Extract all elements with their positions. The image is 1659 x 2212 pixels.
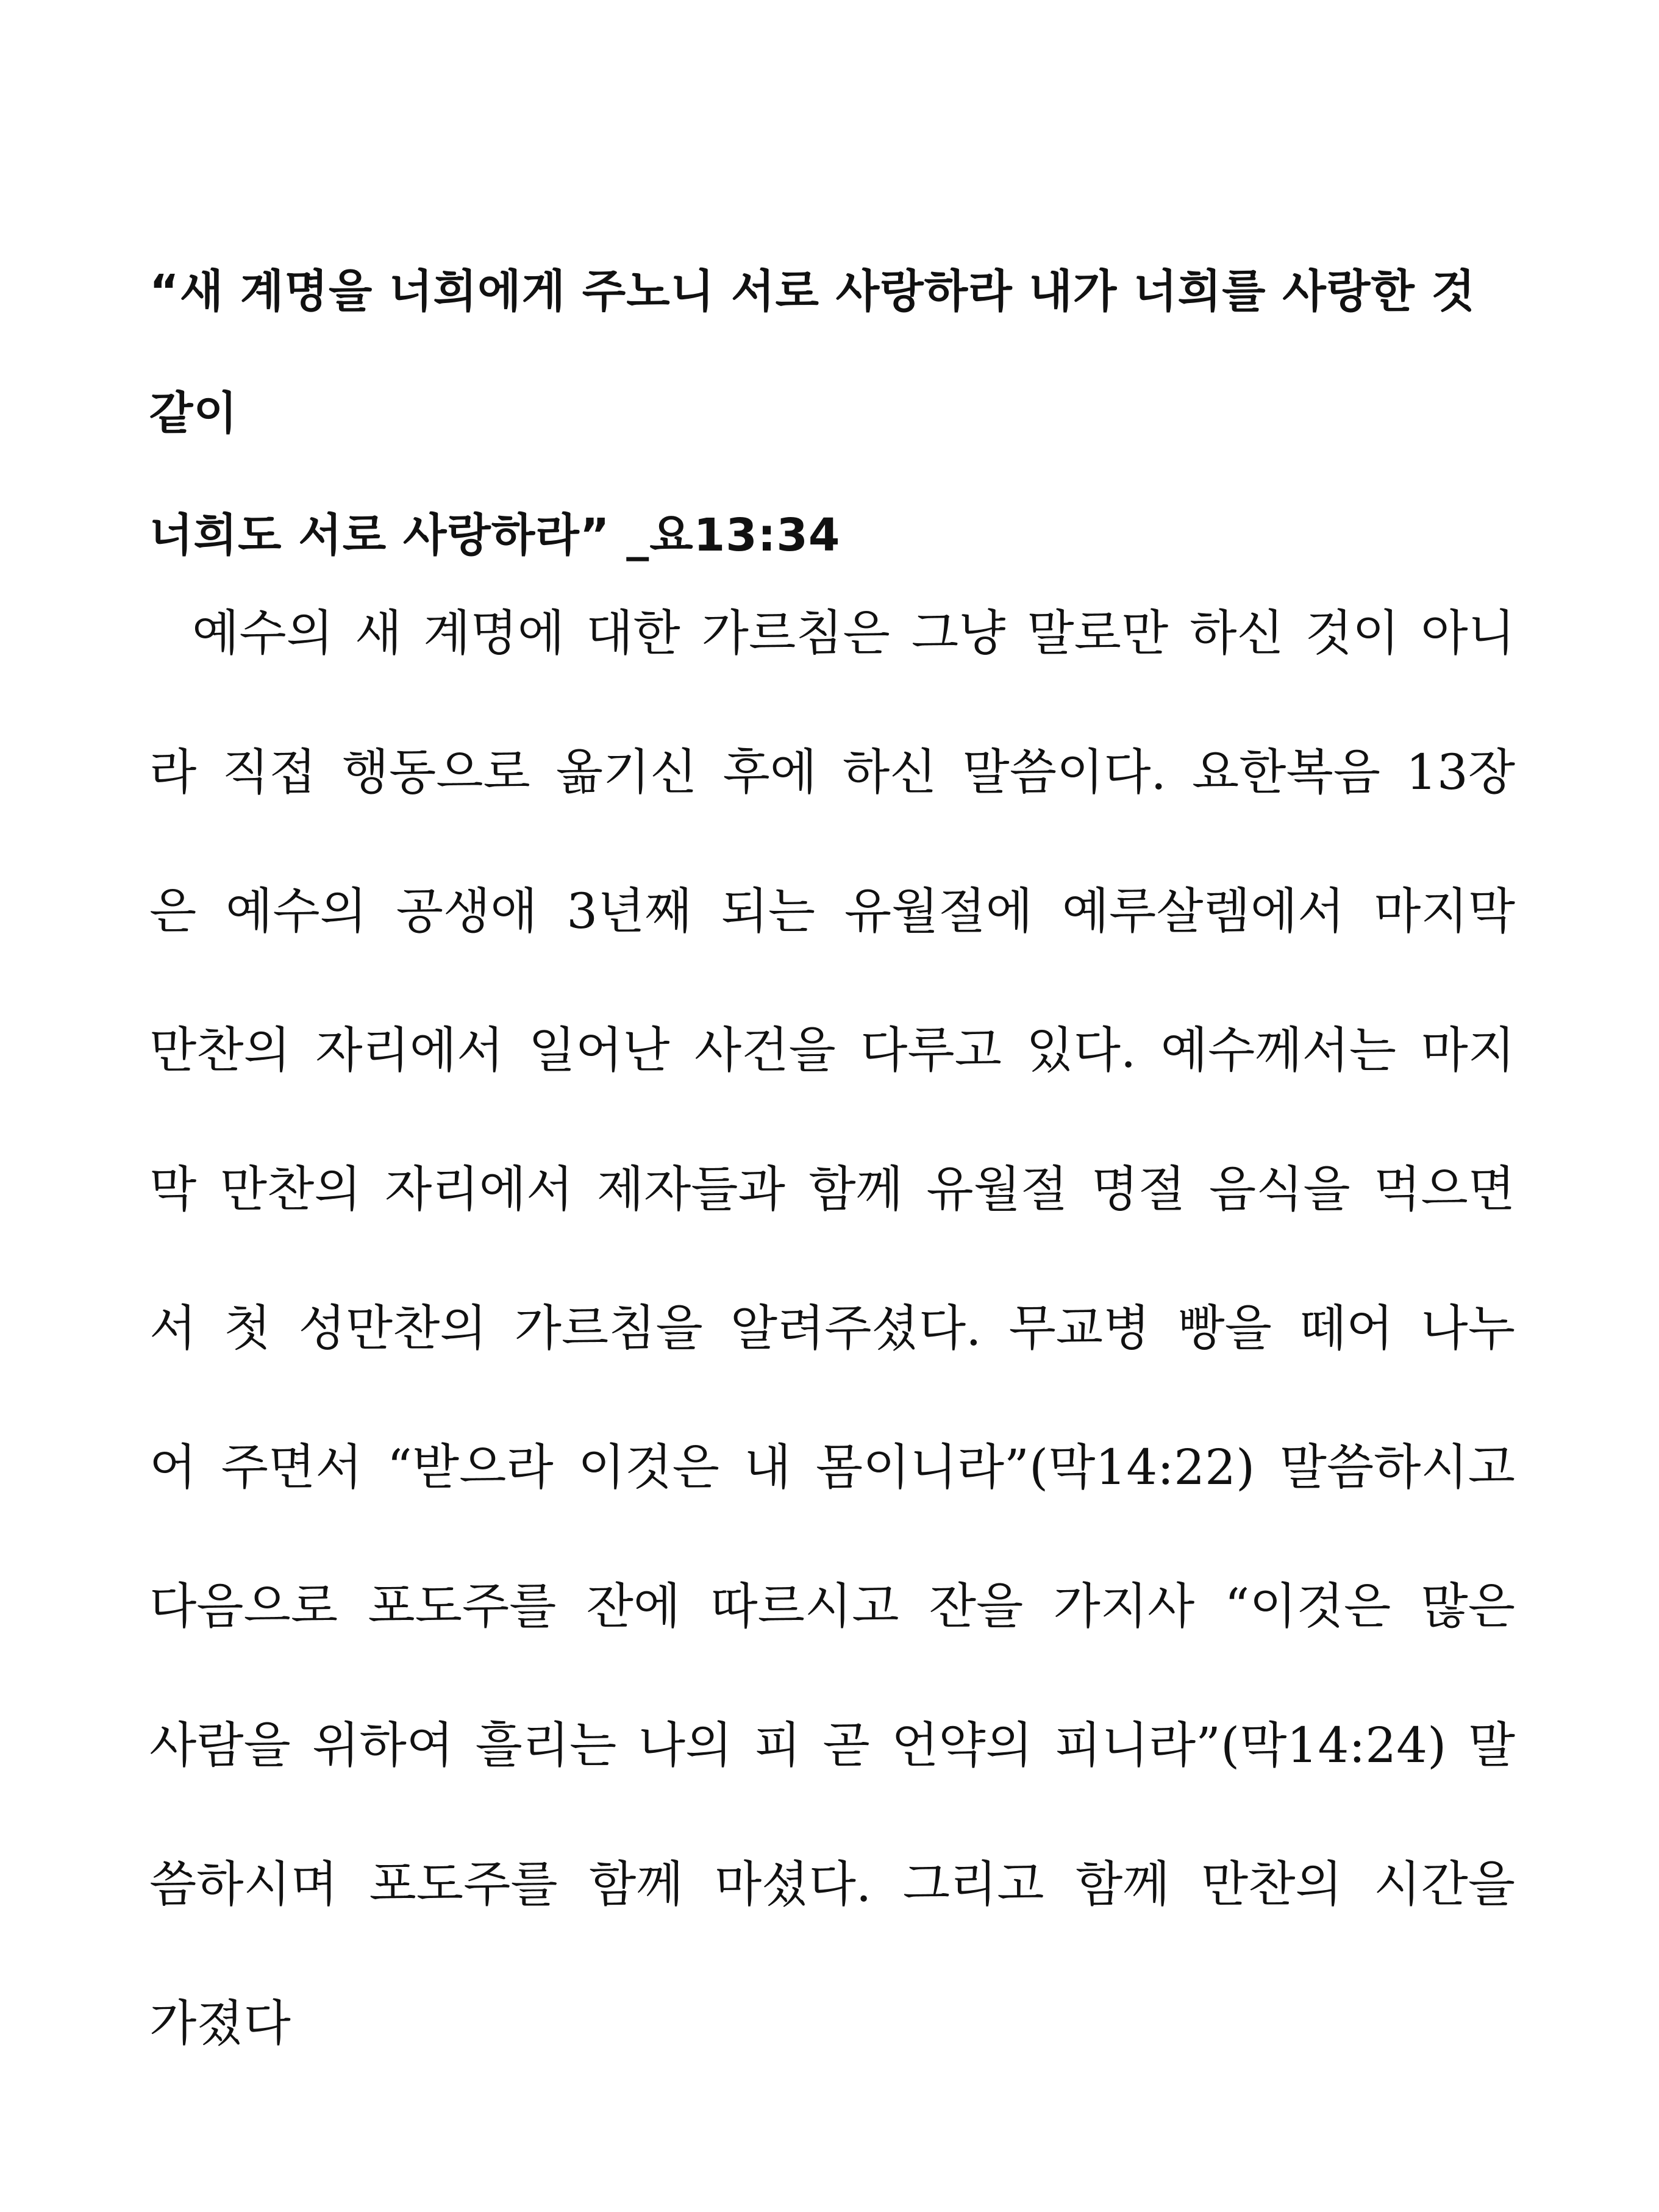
body-line: 막 만찬의 자리에서 제자들과 함께 유월절 명절 음식을 먹으면	[149, 1161, 1515, 1218]
body-line: 씀하시며 포도주를 함께 마셨다. 그리고 함께 만찬의 시간을	[149, 1856, 1515, 1913]
scripture-quote	[149, 230, 1515, 596]
body-line: 만찬의 자리에서 일어난 사건을 다루고 있다. 예수께서는 마지	[149, 1022, 1515, 1079]
body-paragraph	[149, 564, 1515, 2093]
body-line: 은 예수의 공생애 3년째 되는 유월절에 예루살렘에서 마지막	[149, 883, 1515, 940]
body-line: 사람을 위하여 흘리는 나의 피 곧 언약의 피니라”(막14:24) 말	[149, 1717, 1515, 1774]
body-line: 라 직접 행동으로 옮기신 후에 하신 말씀이다. 요한복음 13장	[149, 744, 1515, 801]
body-line: 어 주면서 “받으라 이것은 내 몸이니라”(막14:22) 말씀하시고	[149, 1439, 1515, 1496]
quote-line-1: “새 계명을 너희에게 주노니 서로 사랑하라 내가 너희를 사랑한 것 같이	[149, 265, 1476, 440]
body-line: 예수의 새 계명에 대한 가르침은 그냥 말로만 하신 것이 아니	[149, 605, 1515, 662]
body-line: 서 첫 성만찬의 가르침을 알려주셨다. 무교병 빵을 떼어 나누	[149, 1300, 1515, 1357]
body-line: 가졌다	[149, 1995, 291, 2052]
body-line: 다음으로 포도주를 잔에 따르시고 잔을 가지사 “이것은 많은	[149, 1578, 1515, 1635]
quote-line-2: 너희도 서로 사랑하라” _요13:34	[149, 509, 841, 562]
